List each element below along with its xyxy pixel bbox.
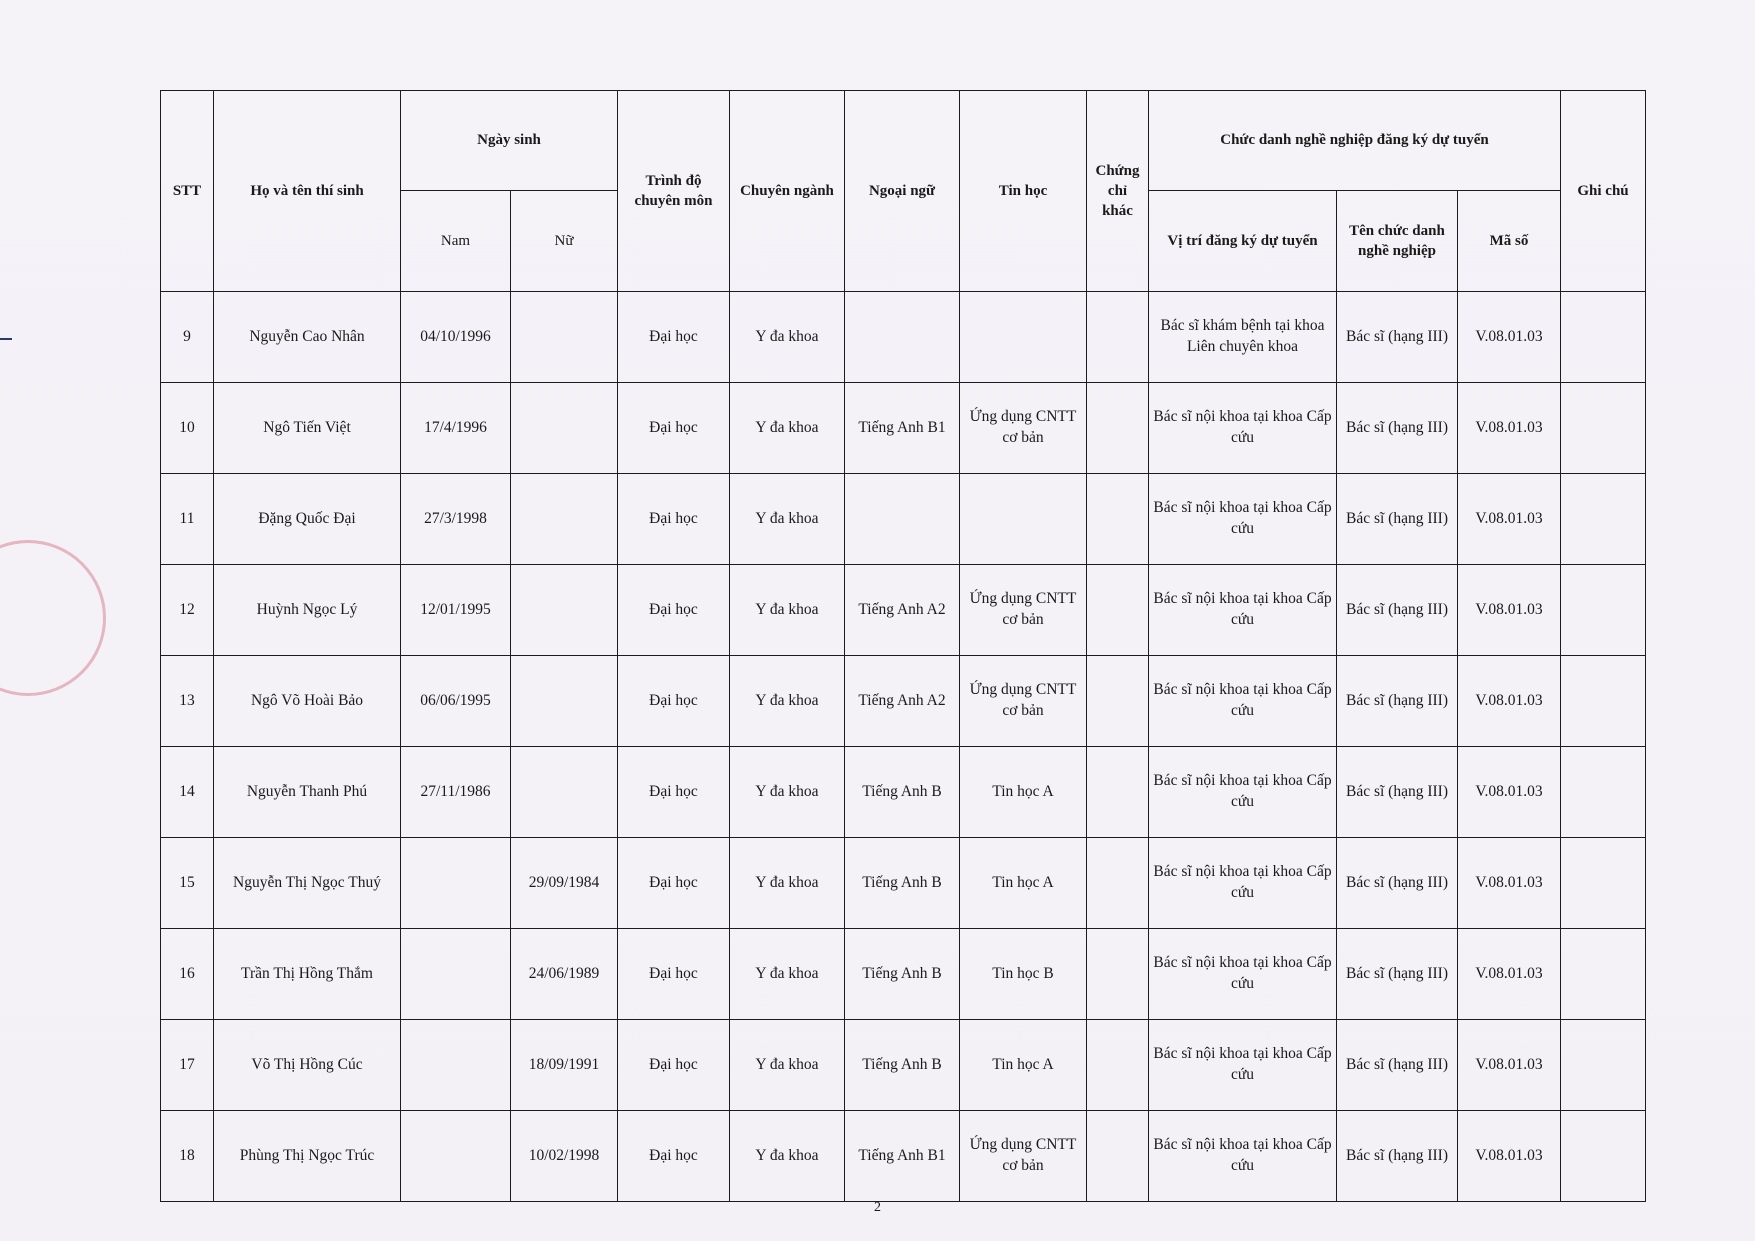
cell-language: Tiếng Anh A2 [845, 656, 960, 747]
cell-other-cert [1087, 656, 1149, 747]
table-row [161, 656, 1646, 747]
cell-stt: 9 [161, 292, 214, 383]
cell-other-cert [1087, 838, 1149, 929]
cell-title-name: Bác sĩ (hạng III) [1337, 474, 1458, 565]
table-body [161, 292, 1646, 1202]
cell-other-cert [1087, 929, 1149, 1020]
cell-it [960, 292, 1087, 383]
cell-dob-female: 18/09/1991 [511, 1020, 618, 1111]
cell-name: Nguyễn Cao Nhân [214, 292, 401, 383]
cell-stt: 16 [161, 929, 214, 1020]
cell-level: Đại học [618, 1111, 730, 1202]
cell-level: Đại học [618, 565, 730, 656]
cell-code: V.08.01.03 [1458, 383, 1561, 474]
cell-position: Bác sĩ nội khoa tại khoa Cấp cứu [1149, 656, 1337, 747]
cell-stt: 10 [161, 383, 214, 474]
cell-name: Nguyễn Thanh Phú [214, 747, 401, 838]
registration-table [160, 90, 1646, 1202]
cell-dob-male [401, 929, 511, 1020]
cell-title-name: Bác sĩ (hạng III) [1337, 292, 1458, 383]
cell-title-name: Bác sĩ (hạng III) [1337, 1111, 1458, 1202]
cell-title-name: Bác sĩ (hạng III) [1337, 565, 1458, 656]
cell-other-cert [1087, 565, 1149, 656]
cell-level: Đại học [618, 474, 730, 565]
cell-position: Bác sĩ nội khoa tại khoa Cấp cứu [1149, 929, 1337, 1020]
cell-dob-male: 04/10/1996 [401, 292, 511, 383]
cell-it: Ứng dụng CNTT cơ bản [960, 565, 1087, 656]
red-seal-stamp [0, 540, 106, 696]
cell-name: Nguyễn Thị Ngọc Thuý [214, 838, 401, 929]
cell-level: Đại học [618, 929, 730, 1020]
header-position: Vị trí đăng ký dự tuyển [1149, 191, 1337, 292]
cell-other-cert [1087, 383, 1149, 474]
cell-position: Bác sĩ nội khoa tại khoa Cấp cứu [1149, 1020, 1337, 1111]
cell-level: Đại học [618, 1020, 730, 1111]
cell-note [1561, 838, 1646, 929]
cell-language: Tiếng Anh B [845, 1020, 960, 1111]
cell-name: Ngô Võ Hoài Bảo [214, 656, 401, 747]
cell-major: Y đa khoa [730, 565, 845, 656]
cell-title-name: Bác sĩ (hạng III) [1337, 929, 1458, 1020]
header-row-1 [161, 91, 1646, 191]
cell-title-name: Bác sĩ (hạng III) [1337, 1020, 1458, 1111]
cell-level: Đại học [618, 383, 730, 474]
cell-stt: 13 [161, 656, 214, 747]
cell-stt: 12 [161, 565, 214, 656]
table-row [161, 1020, 1646, 1111]
cell-note [1561, 292, 1646, 383]
cell-level: Đại học [618, 838, 730, 929]
cell-note [1561, 1020, 1646, 1111]
cell-note [1561, 656, 1646, 747]
table-row [161, 1111, 1646, 1202]
cell-dob-male: 12/01/1995 [401, 565, 511, 656]
cell-position: Bác sĩ khám bệnh tại khoa Liên chuyên khoa [1149, 292, 1337, 383]
table-row [161, 929, 1646, 1020]
cell-major: Y đa khoa [730, 656, 845, 747]
page-number: 2 [874, 1200, 881, 1215]
cell-it: Ứng dụng CNTT cơ bản [960, 383, 1087, 474]
cell-code: V.08.01.03 [1458, 838, 1561, 929]
cell-major: Y đa khoa [730, 1111, 845, 1202]
table-row [161, 383, 1646, 474]
header-title-group: Chức danh nghề nghiệp đăng ký dự tuyển [1149, 91, 1561, 191]
cell-dob-female [511, 383, 618, 474]
cell-dob-female: 29/09/1984 [511, 838, 618, 929]
cell-note [1561, 1111, 1646, 1202]
cell-name: Trần Thị Hồng Thắm [214, 929, 401, 1020]
cell-position: Bác sĩ nội khoa tại khoa Cấp cứu [1149, 383, 1337, 474]
header-dob-female: Nữ [511, 191, 618, 292]
header-it: Tin học [960, 91, 1087, 292]
cell-language: Tiếng Anh B [845, 929, 960, 1020]
table-row [161, 838, 1646, 929]
cell-stt: 18 [161, 1111, 214, 1202]
cell-it: Tin học A [960, 1020, 1087, 1111]
cell-note [1561, 383, 1646, 474]
cell-it: Tin học B [960, 929, 1087, 1020]
cell-language: Tiếng Anh B [845, 838, 960, 929]
cell-code: V.08.01.03 [1458, 747, 1561, 838]
table-row [161, 474, 1646, 565]
cell-stt: 15 [161, 838, 214, 929]
cell-major: Y đa khoa [730, 474, 845, 565]
header-note: Ghi chú [1561, 91, 1646, 292]
cell-dob-female [511, 747, 618, 838]
cell-dob-female [511, 292, 618, 383]
header-code: Mã số [1458, 191, 1561, 292]
cell-name: Phùng Thị Ngọc Trúc [214, 1111, 401, 1202]
cell-it [960, 474, 1087, 565]
cell-language: Tiếng Anh B1 [845, 1111, 960, 1202]
table-row [161, 747, 1646, 838]
header-title-name: Tên chức danh nghề nghiệp [1337, 191, 1458, 292]
cell-dob-male [401, 838, 511, 929]
header-language: Ngoại ngữ [845, 91, 960, 292]
cell-language [845, 292, 960, 383]
cell-dob-male: 27/3/1998 [401, 474, 511, 565]
cell-major: Y đa khoa [730, 747, 845, 838]
cell-code: V.08.01.03 [1458, 474, 1561, 565]
cell-title-name: Bác sĩ (hạng III) [1337, 747, 1458, 838]
cell-code: V.08.01.03 [1458, 656, 1561, 747]
cell-language: Tiếng Anh B1 [845, 383, 960, 474]
cell-major: Y đa khoa [730, 292, 845, 383]
cell-other-cert [1087, 292, 1149, 383]
cell-major: Y đa khoa [730, 929, 845, 1020]
cell-language: Tiếng Anh A2 [845, 565, 960, 656]
cell-dob-male [401, 1111, 511, 1202]
cell-dob-male [401, 1020, 511, 1111]
cell-dob-male: 17/4/1996 [401, 383, 511, 474]
cell-code: V.08.01.03 [1458, 292, 1561, 383]
cell-other-cert [1087, 747, 1149, 838]
cell-position: Bác sĩ nội khoa tại khoa Cấp cứu [1149, 474, 1337, 565]
cell-level: Đại học [618, 747, 730, 838]
cell-major: Y đa khoa [730, 1020, 845, 1111]
margin-mark [0, 338, 12, 340]
header-dob: Ngày sinh [401, 91, 618, 191]
cell-note [1561, 565, 1646, 656]
cell-major: Y đa khoa [730, 383, 845, 474]
cell-code: V.08.01.03 [1458, 929, 1561, 1020]
cell-dob-female: 24/06/1989 [511, 929, 618, 1020]
cell-code: V.08.01.03 [1458, 1020, 1561, 1111]
cell-dob-female [511, 474, 618, 565]
cell-dob-female [511, 565, 618, 656]
cell-it: Ứng dụng CNTT cơ bản [960, 656, 1087, 747]
cell-position: Bác sĩ nội khoa tại khoa Cấp cứu [1149, 1111, 1337, 1202]
header-other-cert: Chứng chỉ khác [1087, 91, 1149, 292]
cell-note [1561, 474, 1646, 565]
cell-language [845, 474, 960, 565]
header-dob-male: Nam [401, 191, 511, 292]
cell-name: Huỳnh Ngọc Lý [214, 565, 401, 656]
header-name: Họ và tên thí sinh [214, 91, 401, 292]
cell-dob-female [511, 656, 618, 747]
cell-position: Bác sĩ nội khoa tại khoa Cấp cứu [1149, 838, 1337, 929]
cell-dob-male: 06/06/1995 [401, 656, 511, 747]
header-stt: STT [161, 91, 214, 292]
cell-name: Đặng Quốc Đại [214, 474, 401, 565]
registration-table-container [160, 90, 1645, 1202]
cell-code: V.08.01.03 [1458, 1111, 1561, 1202]
cell-it: Tin học A [960, 747, 1087, 838]
cell-note [1561, 747, 1646, 838]
header-level: Trình độ chuyên môn [618, 91, 730, 292]
cell-position: Bác sĩ nội khoa tại khoa Cấp cứu [1149, 747, 1337, 838]
table-row [161, 565, 1646, 656]
header-major: Chuyên ngành [730, 91, 845, 292]
cell-dob-female: 10/02/1998 [511, 1111, 618, 1202]
cell-it: Tin học A [960, 838, 1087, 929]
cell-other-cert [1087, 1020, 1149, 1111]
cell-stt: 14 [161, 747, 214, 838]
table-row [161, 292, 1646, 383]
cell-name: Võ Thị Hồng Cúc [214, 1020, 401, 1111]
cell-name: Ngô Tiến Việt [214, 383, 401, 474]
cell-stt: 11 [161, 474, 214, 565]
cell-level: Đại học [618, 292, 730, 383]
cell-major: Y đa khoa [730, 838, 845, 929]
cell-note [1561, 929, 1646, 1020]
cell-title-name: Bác sĩ (hạng III) [1337, 656, 1458, 747]
cell-code: V.08.01.03 [1458, 565, 1561, 656]
cell-position: Bác sĩ nội khoa tại khoa Cấp cứu [1149, 565, 1337, 656]
cell-other-cert [1087, 1111, 1149, 1202]
cell-stt: 17 [161, 1020, 214, 1111]
cell-level: Đại học [618, 656, 730, 747]
cell-title-name: Bác sĩ (hạng III) [1337, 383, 1458, 474]
cell-it: Ứng dụng CNTT cơ bản [960, 1111, 1087, 1202]
cell-other-cert [1087, 474, 1149, 565]
cell-title-name: Bác sĩ (hạng III) [1337, 838, 1458, 929]
cell-language: Tiếng Anh B [845, 747, 960, 838]
cell-dob-male: 27/11/1986 [401, 747, 511, 838]
